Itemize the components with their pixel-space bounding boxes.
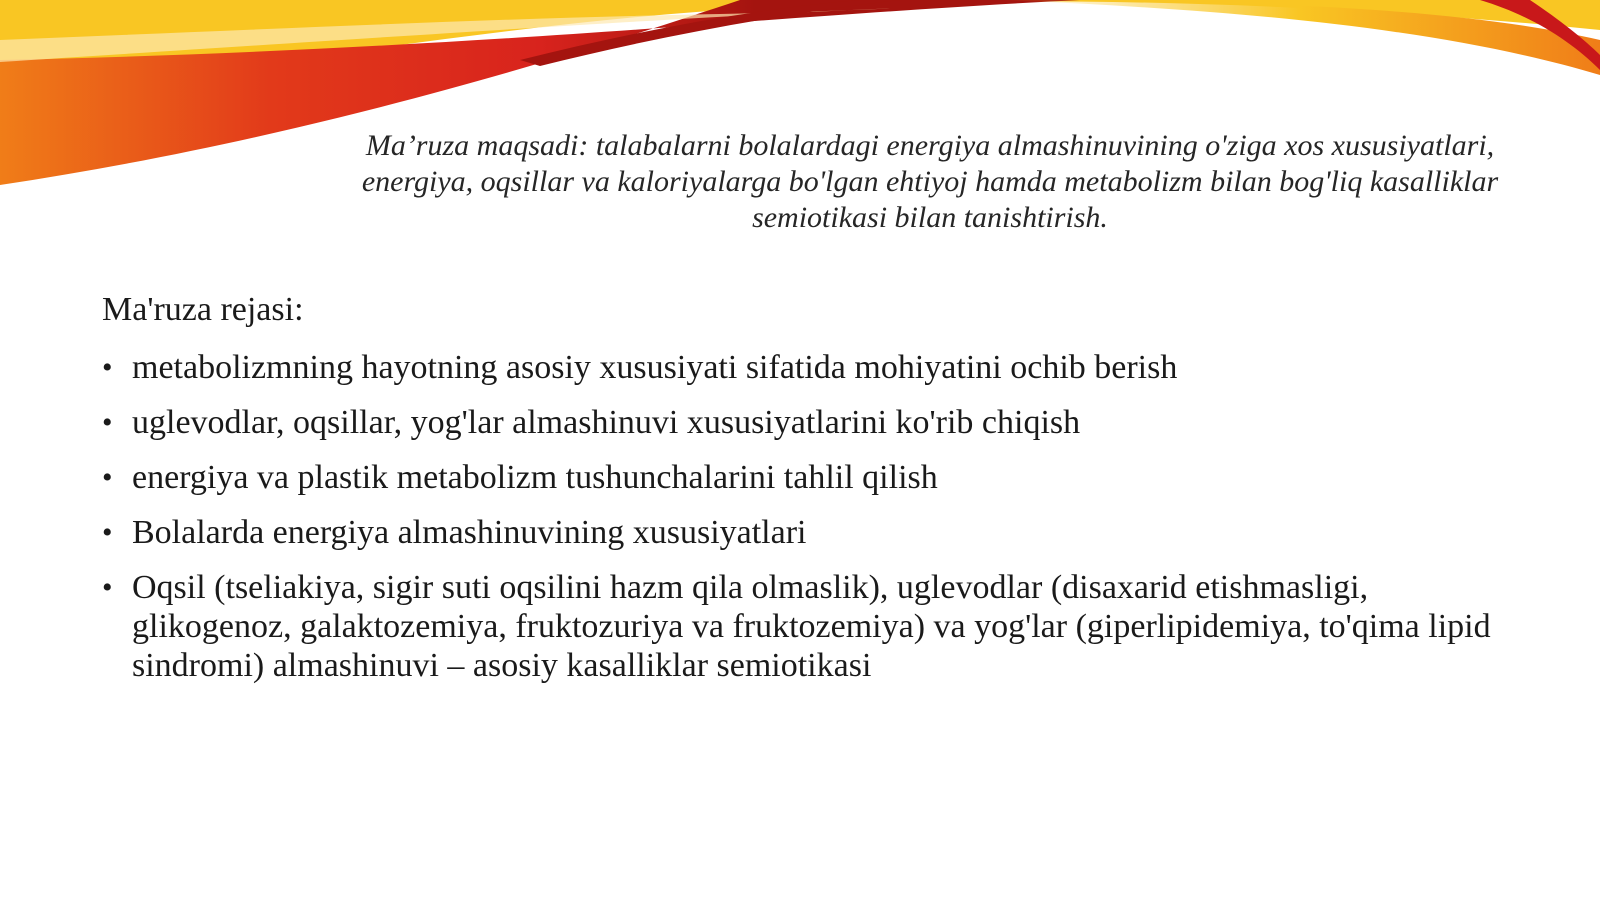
list-item bbox=[102, 458, 1502, 497]
bullet-icon: • bbox=[102, 351, 113, 384]
list-item bbox=[102, 403, 1502, 442]
plan-list bbox=[102, 348, 1502, 701]
bullet-icon: • bbox=[102, 516, 113, 549]
list-item bbox=[102, 348, 1502, 387]
list-item bbox=[102, 568, 1502, 685]
bullet-icon: • bbox=[102, 571, 113, 604]
bullet-icon: • bbox=[102, 406, 113, 439]
list-item-text: Oqsil (tseliakiya, sigir suti oqsilini hazm qila olmaslik), uglevodlar (disaxarid etishmasligi, glikogenoz, galaktozemiya, fruktozuriya va fruktozemiya) va yog'lar (giperlipidemiya, to'qima lipid sindromi) almashinuvi – asosiy kasalliklar semiotikasi bbox=[132, 569, 1491, 684]
list-item-text: energiya va plastik metabolizm tushunchalarini tahlil qilish bbox=[132, 459, 938, 496]
plan-heading: Ma'ruza rejasi: bbox=[102, 291, 304, 328]
lecture-objective: Ma’ruza maqsadi: talabalarni bolalardagi energiya almashinuvining o'ziga xos xususiyatlari, energiya, oqsillar va kaloriyalarga bo'lgan ehtiyoj hamda metabolizm bilan bog'liq kasalliklar semiotikasi bilan tanishtirish. bbox=[361, 129, 1499, 234]
bullet-icon: • bbox=[102, 461, 113, 494]
list-item-text: uglevodlar, oqsillar, yog'lar almashinuvi xususiyatlarini ko'rib chiqish bbox=[132, 404, 1081, 441]
list-item bbox=[102, 513, 1502, 552]
list-item-text: Bolalarda energiya almashinuvining xususiyatlari bbox=[132, 514, 807, 551]
list-item-text: metabolizmning hayotning asosiy xususiyati sifatida mohiyatini ochib berish bbox=[132, 349, 1178, 386]
